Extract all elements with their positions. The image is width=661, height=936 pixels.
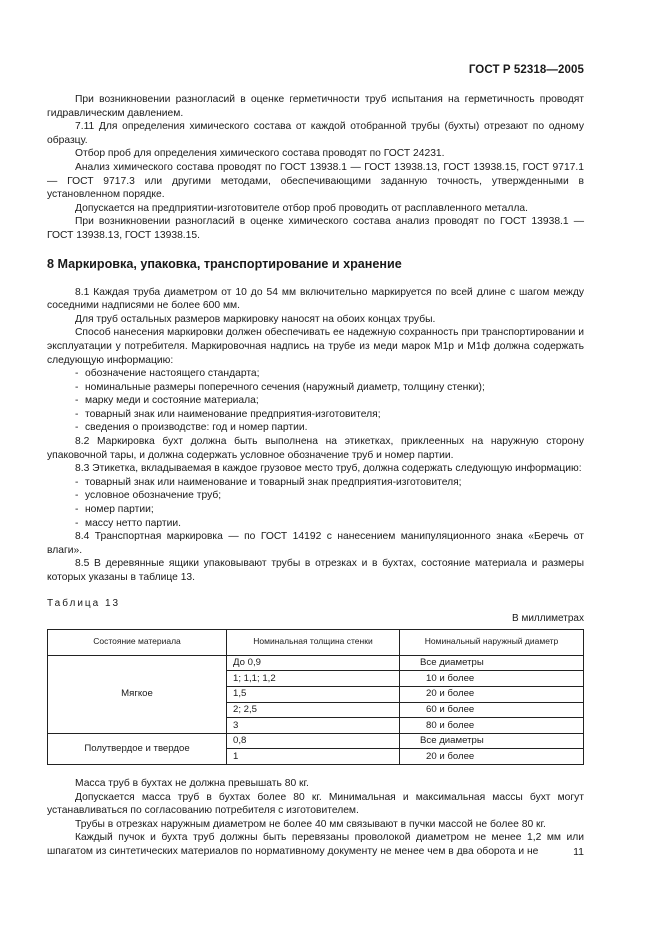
top-paragraphs bbox=[47, 93, 584, 243]
table-cell: 1; 1,1; 1,2 bbox=[227, 671, 400, 687]
table-header: Номинальная толщина стенки bbox=[227, 629, 400, 655]
list-item: - обозначение настоящего стандарта; bbox=[75, 367, 584, 381]
paragraph: 8.1 Каждая труба диаметром от 10 до 54 мм включительно маркируется по всей длине с шагом между соседними надписями не более 600 мм. bbox=[47, 286, 584, 312]
paragraph: 7.11 Для определения химического состава от каждой отобранной трубы (бухты) отрезают по одному образцу. bbox=[47, 121, 584, 146]
section-body bbox=[47, 286, 584, 585]
paragraph: При возникновении разногласий в оценке герметичности труб испытания на герметичность проводят гидравлическим давлением. bbox=[47, 94, 584, 119]
paragraph: Допускается масса труб в бухтах более 80 кг. Минимальная и максимальная массы бухт могут устанавливаться по согласованию потребителя с изготовителем. bbox=[47, 791, 584, 817]
paragraph: Допускается на предприятии-изготовителе отбор проб проводить от расплавленного металла. bbox=[75, 202, 528, 214]
table-cell: 80 и более bbox=[400, 718, 584, 734]
table-cell: 60 и более bbox=[400, 702, 584, 718]
label-info-list bbox=[47, 476, 584, 530]
paragraph: Отбор проб для определения химического состава проводят по ГОСТ 24231. bbox=[75, 148, 445, 160]
table-cell: 10 и более bbox=[400, 671, 584, 687]
table-cell: 2; 2,5 bbox=[227, 702, 400, 718]
page-content bbox=[47, 93, 584, 859]
table-cell: 20 и более bbox=[400, 686, 584, 702]
table-cell: 1 bbox=[227, 749, 400, 765]
table-row bbox=[48, 733, 584, 749]
table-row bbox=[48, 655, 584, 671]
table-cell: До 0,9 bbox=[227, 655, 400, 671]
marking-info-list bbox=[47, 367, 584, 435]
table-13 bbox=[47, 629, 584, 765]
paragraph: Каждый пучок и бухта труб должны быть перевязаны проволокой диаметром не менее 1,2 мм или шпагатом из синтетических материалов по нормативному документу не менее чем в два оборота и не bbox=[47, 832, 584, 857]
list-item: - марку меди и состояние материала; bbox=[75, 394, 584, 408]
list-item: - сведения о производстве: год и номер партии. bbox=[75, 421, 584, 435]
table-cell: Все диаметры bbox=[400, 655, 584, 671]
table-header: Номинальный наружный диаметр bbox=[400, 629, 584, 655]
table-cell: 1,5 bbox=[227, 686, 400, 702]
table-caption: Таблица 13 bbox=[47, 597, 121, 609]
paragraph: Масса труб в бухтах не должна превышать 80 кг. bbox=[75, 777, 309, 789]
paragraph: При возникновении разногласий в оценке химического состава анализ проводят по ГОСТ 13938.1 — ГОСТ 13938.13, ГОСТ 13938.15. bbox=[47, 216, 584, 241]
document-header: ГОСТ Р 52318—2005 bbox=[468, 64, 584, 76]
table-cell-state: Мягкое bbox=[48, 655, 227, 733]
list-item: - товарный знак или наименование предприятия-изготовителя; bbox=[75, 408, 584, 422]
table-cell: 3 bbox=[227, 718, 400, 734]
after-table-paragraphs bbox=[47, 777, 584, 859]
list-item: - номинальные размеры поперечного сечения (наружный диаметр, толщину стенки); bbox=[75, 381, 584, 395]
paragraph: Для труб остальных размеров маркировку наносят на обоих концах трубы. bbox=[75, 313, 436, 325]
section-title: 8 Маркировка, упаковка, транспортирование и хранение bbox=[47, 256, 402, 271]
list-item: - номер партии; bbox=[75, 503, 584, 517]
paragraph: 8.3 Этикетка, вкладываемая в каждое грузовое место труб, должна содержать следующую информацию: bbox=[75, 463, 582, 475]
list-item: - товарный знак или наименование и товарный знак предприятия-изготовителя; bbox=[75, 476, 584, 490]
list-item: - массу нетто партии. bbox=[75, 517, 584, 531]
list-item: - условное обозначение труб; bbox=[75, 489, 584, 503]
table-cell-state: Полутвердое и твердое bbox=[48, 733, 227, 764]
paragraph: Анализ химического состава проводят по ГОСТ 13938.1 — ГОСТ 13938.13, ГОСТ 13938.15, ГОСТ 9717.1 — ГОСТ 9717.3 или другими методами, обеспечивающими заданную точность, утвержденными в установленном порядке. bbox=[47, 161, 584, 201]
table-header-row bbox=[48, 629, 584, 655]
paragraph: 8.2 Маркировка бухт должна быть выполнена на этикетках, приклеенных на наружную сторону упаковочной тары, и должна содержать условное обозначение труб и номер партии. bbox=[47, 436, 584, 461]
paragraph: Способ нанесения маркировки должен обеспечивать ее надежную сохранность при транспортировании и эксплуатации у потребителя. Маркировочная надпись на трубе из меди марок М1р и М1ф должна содержать следующую информацию: bbox=[47, 327, 584, 366]
paragraph: 8.4 Транспортная маркировка — по ГОСТ 14192 с нанесением манипуляционного знака «Беречь от влаги». bbox=[47, 531, 584, 556]
page-number: 11 bbox=[573, 846, 584, 858]
paragraph: Трубы в отрезках наружным диаметром не более 40 мм связывают в пучки массой не более 80 кг. bbox=[75, 818, 546, 830]
table-cell: Все диаметры bbox=[400, 733, 584, 749]
table-units: В миллиметрах bbox=[512, 613, 584, 625]
table-header: Состояние материала bbox=[48, 629, 227, 655]
table-cell: 0,8 bbox=[227, 733, 400, 749]
table-cell: 20 и более bbox=[400, 749, 584, 765]
paragraph: 8.5 В деревянные ящики упаковывают трубы в отрезках и в бухтах, состояние материала и размеры которых указаны в таблице 13. bbox=[47, 558, 584, 583]
